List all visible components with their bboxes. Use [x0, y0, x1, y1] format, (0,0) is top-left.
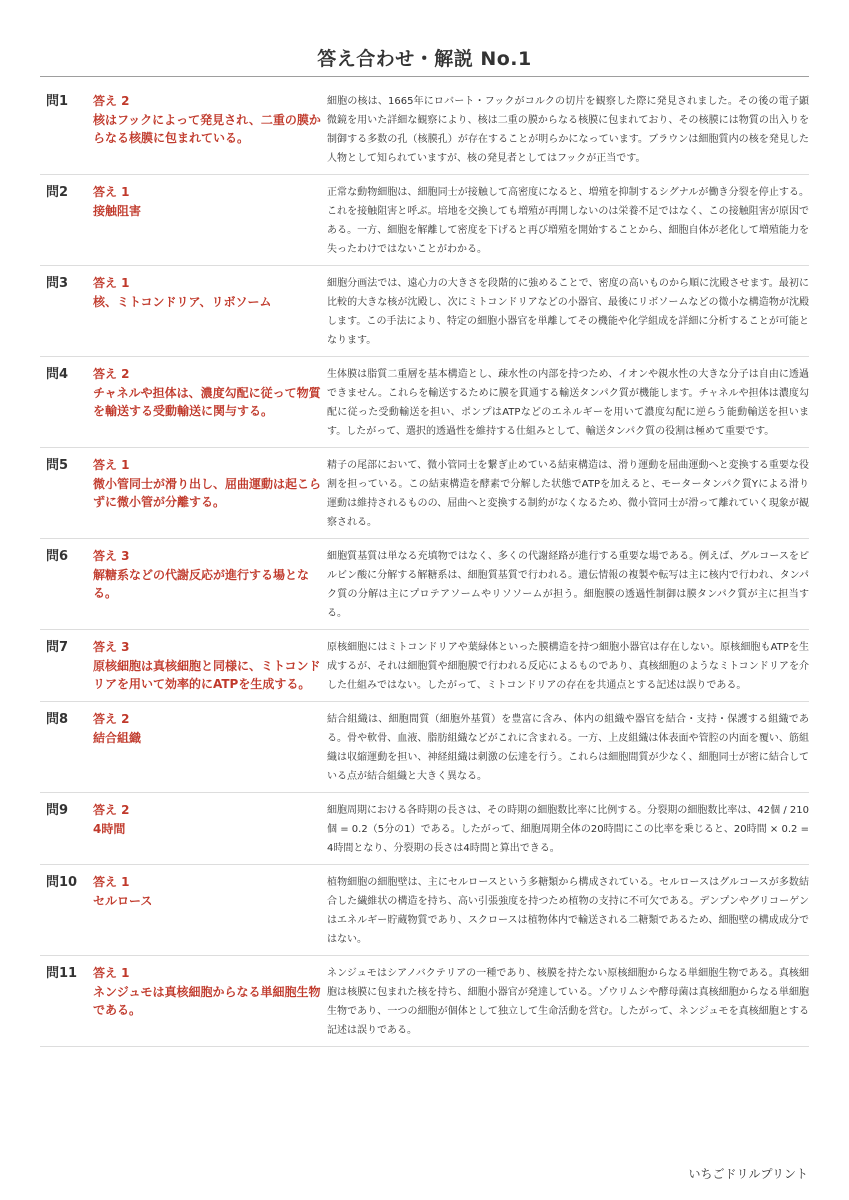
answer-text: 核はフックによって発見され、二重の膜からなる核膜に包まれている。	[93, 112, 321, 145]
answer-row-3	[40, 266, 809, 357]
question-number: 問9	[46, 803, 69, 818]
answer-label: 答え 3	[93, 640, 130, 654]
answer-row-11	[40, 956, 809, 1047]
answer-cell	[93, 801, 327, 858]
answer-cell	[93, 964, 327, 1040]
question-number: 問1	[46, 94, 69, 109]
answer-label: 答え 2	[93, 94, 130, 108]
question-number: 問10	[46, 875, 78, 890]
explanation-text: 正常な動物細胞は、細胞同士が接触して高密度になると、増殖を抑制するシグナルが働き分裂を停止する。これを接触阻害と呼ぶ。培地を交換しても増殖が再開しないのは栄養不足ではなく、この接触阻害が原因である。一方、細胞を解離して密度を下げると再び増殖を開始することから、細胞自体が老化して増殖能力を失ったわけではないことがわかる。	[327, 187, 809, 255]
answer-cell	[93, 274, 327, 350]
answer-row-8	[40, 702, 809, 793]
answer-label: 答え 1	[93, 875, 130, 889]
answer-label: 答え 1	[93, 458, 130, 472]
answer-label: 答え 1	[93, 185, 130, 199]
answer-cell	[93, 638, 327, 695]
question-number: 問2	[46, 185, 69, 200]
answer-row-4	[40, 357, 809, 448]
explanation-text: ネンジュモはシアノバクテリアの一種であり、核膜を持たない原核細胞からなる単細胞生物である。真核細胞は核膜に包まれた核を持ち、細胞小器官が発達している。ゾウリムシや酵母菌は真核細胞からなる単細胞生物であり、一つの細胞が個体として独立して生命活動を営む。したがって、ネンジュモを真核細胞とする記述は誤りである。	[327, 968, 809, 1036]
footer-brand: いちごドリルプリント	[688, 1167, 808, 1181]
answer-text: 核、ミトコンドリア、リボソーム	[93, 294, 272, 309]
question-number: 問5	[46, 458, 69, 473]
answer-text: 原核細胞は真核細胞と同様に、ミトコンドリアを用いて効率的にATPを生成する。	[93, 658, 321, 691]
answer-label: 答え 2	[93, 712, 130, 726]
answer-text: 微小管同士が滑り出し、屈曲運動は起こらずに微小管が分離する。	[93, 476, 322, 509]
question-number: 問7	[46, 640, 69, 655]
answer-text: ネンジュモは真核細胞からなる単細胞生物である。	[93, 984, 321, 1017]
answer-cell	[93, 456, 327, 532]
answer-cell	[93, 547, 327, 623]
explanation-text: 生体膜は脂質二重層を基本構造とし、疎水性の内部を持つため、イオンや親水性の大きな分子は自由に透過できません。これらを輸送するために膜を貫通する輸送タンパク質が機能します。チャネルや担体は濃度勾配に従った受動輸送を担い、ポンプはATPなどのエネルギーを用いて濃度勾配に逆らう能動輸送を担います。したがって、選択的透過性を維持する仕組みとして、輸送タンパク質の役割は極めて重要です。	[327, 369, 809, 437]
question-number: 問11	[46, 966, 78, 981]
answer-label: 答え 1	[93, 966, 130, 980]
answer-row-9	[40, 793, 809, 865]
answer-text: 4時間	[93, 821, 126, 836]
explanation-text: 細胞の核は、1665年にロバート・フックがコルクの切片を観察した際に発見されました。その後の電子顕微鏡を用いた詳細な観察により、核は二重の膜からなる核膜に包まれており、その核膜には物質の出入りを制御する多数の孔（核膜孔）が存在することが明らかになっています。ブラウンは細胞質内の核を発見した人物として知られていますが、核の発見者としてはフックが正当です。	[327, 96, 809, 164]
answer-cell	[93, 710, 327, 786]
answer-cell	[93, 183, 327, 259]
answer-table	[40, 84, 809, 1047]
answer-label: 答え 2	[93, 803, 130, 817]
answer-text: 接触阻害	[93, 203, 142, 218]
answer-cell	[93, 92, 327, 168]
page-title: 答え合わせ・解説 No.1	[317, 48, 532, 70]
answer-row-1	[40, 84, 809, 175]
explanation-text: 植物細胞の細胞壁は、主にセルロースという多糖類から構成されている。セルロースはグルコースが多数結合した繊維状の構造を持ち、高い引張強度を持つため植物の支持に不可欠である。デンプンやグリコーゲンはエネルギー貯蔵物質であり、スクロースは植物体内で輸送される二糖類であるため、細胞壁の構成成分ではない。	[327, 877, 809, 945]
question-number: 問8	[46, 712, 69, 727]
answer-cell	[93, 365, 327, 441]
title-divider	[40, 76, 809, 77]
answer-row-10	[40, 865, 809, 956]
explanation-text: 原核細胞にはミトコンドリアや葉緑体といった膜構造を持つ細胞小器官は存在しない。原核細胞もATPを生成するが、それは細胞質や細胞膜で行われる反応によるものであり、真核細胞のようなミトコンドリアを介した仕組みではない。したがって、ミトコンドリアの存在を共通点とする記述は誤りである。	[327, 642, 809, 691]
answer-cell	[93, 873, 327, 949]
answer-label: 答え 3	[93, 549, 130, 563]
answer-text: チャネルや担体は、濃度勾配に従って物質を輸送する受動輸送に関与する。	[93, 385, 321, 418]
explanation-text: 結合組織は、細胞間質（細胞外基質）を豊富に含み、体内の組織や器官を結合・支持・保護する組織である。骨や軟骨、血液、脂肪組織などがこれに含まれる。一方、上皮組織は体表面や管腔の内面を覆い、筋組織は収縮運動を担い、神経組織は刺激の伝達を行う。これらは細胞間質が少なく、細胞同士が密に結合している点が結合組織と大きく異なる。	[327, 714, 809, 782]
explanation-text: 細胞質基質は単なる充填物ではなく、多くの代謝経路が進行する重要な場である。例えば、グルコースをピルビン酸に分解する解糖系は、細胞質基質で行われる。遺伝情報の複製や転写は主に核内で行われ、タンパク質の分解は主にプロテアソームやリソソームが担う。細胞膜の透過性制御は膜タンパク質が主に担当する。	[327, 551, 809, 619]
explanation-text: 細胞周期における各時期の長さは、その時期の細胞数比率に比例する。分裂期の細胞数比率は、42個 / 210個 = 0.2（5分の1）である。したがって、細胞周期全体の20時間にこの比率を乗じると、20時間 × 0.2 = 4時間となり、分裂期の長さは4時間と算出できる。	[327, 805, 809, 854]
answer-row-5	[40, 448, 809, 539]
question-number: 問4	[46, 367, 69, 382]
answer-row-6	[40, 539, 809, 630]
answer-text: 解糖系などの代謝反応が進行する場となる。	[93, 567, 310, 600]
question-number: 問6	[46, 549, 69, 564]
answer-text: 結合組織	[93, 730, 142, 745]
question-number: 問3	[46, 276, 69, 291]
explanation-text: 精子の尾部において、微小管同士を繋ぎ止めている結束構造は、滑り運動を屈曲運動へと変換する重要な役割を担っている。この結束構造を酵素で分解した状態でATPを加えると、モータータンパク質Yによる滑り運動は維持されるものの、屈曲へと変換する制約がなくなるため、微小管同士が滑って離れていく現象が観察される。	[327, 460, 809, 528]
answer-row-2	[40, 175, 809, 266]
answer-row-7	[40, 630, 809, 702]
answer-text: セルロース	[93, 893, 153, 908]
explanation-text: 細胞分画法では、遠心力の大きさを段階的に強めることで、密度の高いものから順に沈殿させます。最初に比較的大きな核が沈殿し、次にミトコンドリアなどの小器官、最後にリボソームなどの微小な構造物が沈殿します。この手法により、特定の細胞小器官を単離してその機能や化学組成を詳細に分析することが可能となります。	[327, 278, 809, 346]
answer-label: 答え 1	[93, 276, 130, 290]
answer-label: 答え 2	[93, 367, 130, 381]
